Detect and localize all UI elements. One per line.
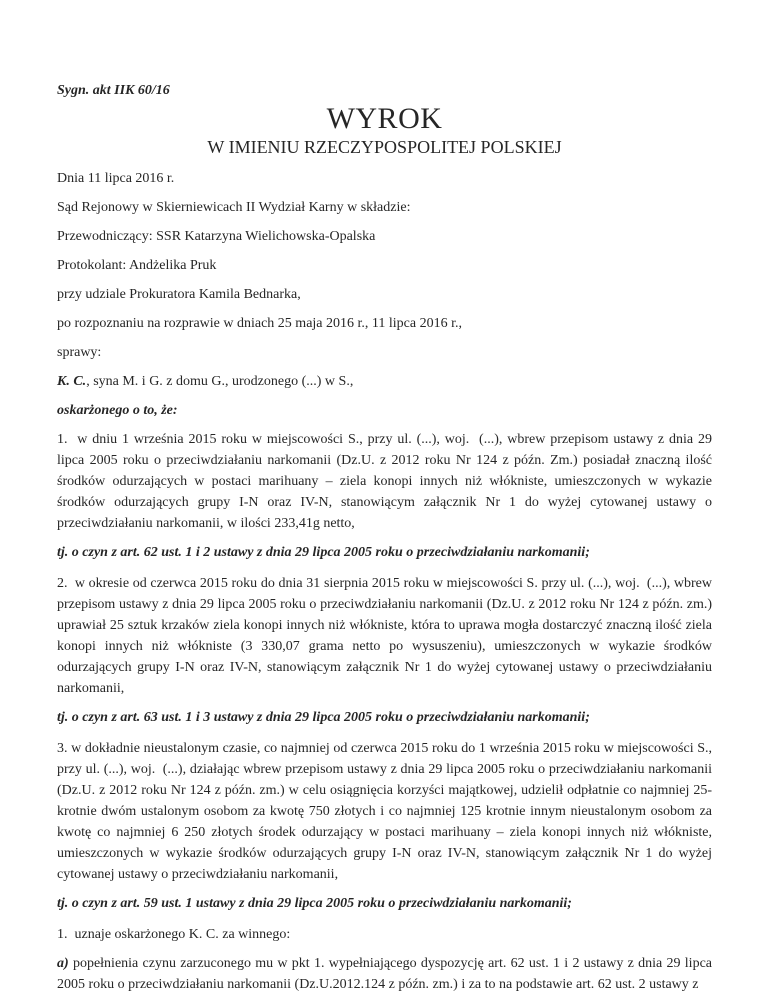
charge-2-qualification: tj. o czyn z art. 63 ust. 1 i 3 ustawy z dnia 29 lipca 2005 roku o przeciwdziałaniu narkomanii;: [57, 710, 590, 725]
document-title: WYROK: [326, 102, 443, 135]
charge-1-text: 1. w dniu 1 września 2015 roku w miejscowości S., przy ul. (...), woj. (...), wbrew przepisom ustawy z dnia 29 lipca 2005 roku o przeciwdziałaniu narkomanii (Dz.U. z 2012 roku Nr 124 z późn. Zm.) posiadał znaczną ilość środków odurzających w postaci marihuany – ziela konopi innych niż włókniste, umieszczonych w wykazie środków odurzających grupy I-N oraz IV-N, stanowiącym załącznik Nr 1 do wyżej cytowanej ustawy o przeciwdziałaniu narkomanii, w ilości 233,41g netto,: [57, 432, 712, 531]
case-line: sprawy:: [57, 345, 102, 360]
charge-3-qualification: tj. o czyn z art. 59 ust. 1 ustawy z dnia 29 lipca 2005 roku o przeciwdziałaniu narkomanii;: [57, 896, 572, 911]
clerk-line: Protokolant: Andżelika Pruk: [57, 258, 217, 273]
defendant-initials: K. C.: [57, 374, 87, 389]
charge-2-text: 2. w okresie od czerwca 2015 roku do dnia 31 sierpnia 2015 roku w miejscowości S. przy ul. (...), woj. (...), wbrew przepisom ustawy z dnia 29 lipca 2005 roku o przeciwdziałaniu narkomanii (Dz.U. z 2012 roku Nr 124 z późn. zm.) uprawiał 25 sztuk krzaków ziela konopi innych niż włókniste, która to uprawa mogła dostarczyć znaczną ilość ziela konopi innych niż włókniste (3 330,07 grama netto po wysuszeniu), umieszczonych w wykazie środków odurzających grupy I-N oraz IV-N, stanowiącym załącznik Nr 1 do wyżej cytowanej ustawy o przeciwdziałaniu narkomanii,: [57, 576, 712, 696]
charge-3-text: 3. w dokładnie nieustalonym czasie, co najmniej od czerwca 2015 roku do 1 września 2015 roku w miejscowości S., przy ul. (...), woj. (...), działając wbrew przepisom ustawy z dnia 29 lipca 2005 roku o przeciwdziałaniu narkomanii (Dz.U. z 2012 roku Nr 124 z późn. zm.) w celu osiągnięcia korzyści majątkowej, udzielił odpłatnie co najmniej 25-krotnie dwóm ustalonym osobom za kwotę 750 złotych i co najmniej 125 krotnie innym nieustalonym osobom za kwotę co najmniej 6 250 złotych środek odurzający w postaci marihuany – ziela konopi innych niż włókniste, umieszczonych w wykazie środków odurzających grupy I-N oraz IV-N, stanowiącym załącznik Nr 1 do wyżej cytowanej ustawy o przeciwdziałaniu narkomanii,: [57, 741, 712, 882]
defendant-details: , syna M. i G. z domu G., urodzonego (...) w S.,: [86, 374, 354, 389]
charge-1-qualification: tj. o czyn z art. 62 ust. 1 i 2 ustawy z dnia 29 lipca 2005 roku o przeciwdziałaniu narkomanii;: [57, 545, 590, 560]
hearing-line: po rozpoznaniu na rozprawie w dniach 25 maja 2016 r., 11 lipca 2016 r.,: [57, 316, 462, 331]
document-subtitle: W IMIENIU RZECZYPOSPOLITEJ POLSKIEJ: [207, 137, 562, 157]
accusation-heading: oskarżonego o to, że:: [57, 403, 178, 418]
verdict-point-a-text: popełnienia czynu zarzuconego mu w pkt 1. wypełniającego dyspozycję art. 62 ust. 1 i 2 ustawy z dnia 29 lipca 2005 roku o przeciwdziałaniu narkomanii (Dz.U.2012.124 z późn. zm.) i za to na podstawie art. 62 ust. 2 ustawy z: [57, 956, 713, 992]
prosecutor-line: przy udziale Prokuratora Kamila Bednarka,: [57, 287, 301, 302]
verdict-point-a-marker: a): [57, 956, 69, 971]
presiding-judge-line: Przewodniczący: SSR Katarzyna Wielichowska-Opalska: [57, 229, 376, 244]
court-line: Sąd Rejonowy w Skierniewicach II Wydział Karny w składzie:: [57, 200, 411, 215]
defendant-line: [57, 371, 712, 392]
case-number: Sygn. akt IIK 60/16: [57, 83, 170, 98]
verdict-point-a: [57, 953, 712, 995]
verdict-intro: 1. uznaje oskarżonego K. C. za winnego:: [57, 927, 291, 942]
date-line: Dnia 11 lipca 2016 r.: [57, 171, 175, 186]
